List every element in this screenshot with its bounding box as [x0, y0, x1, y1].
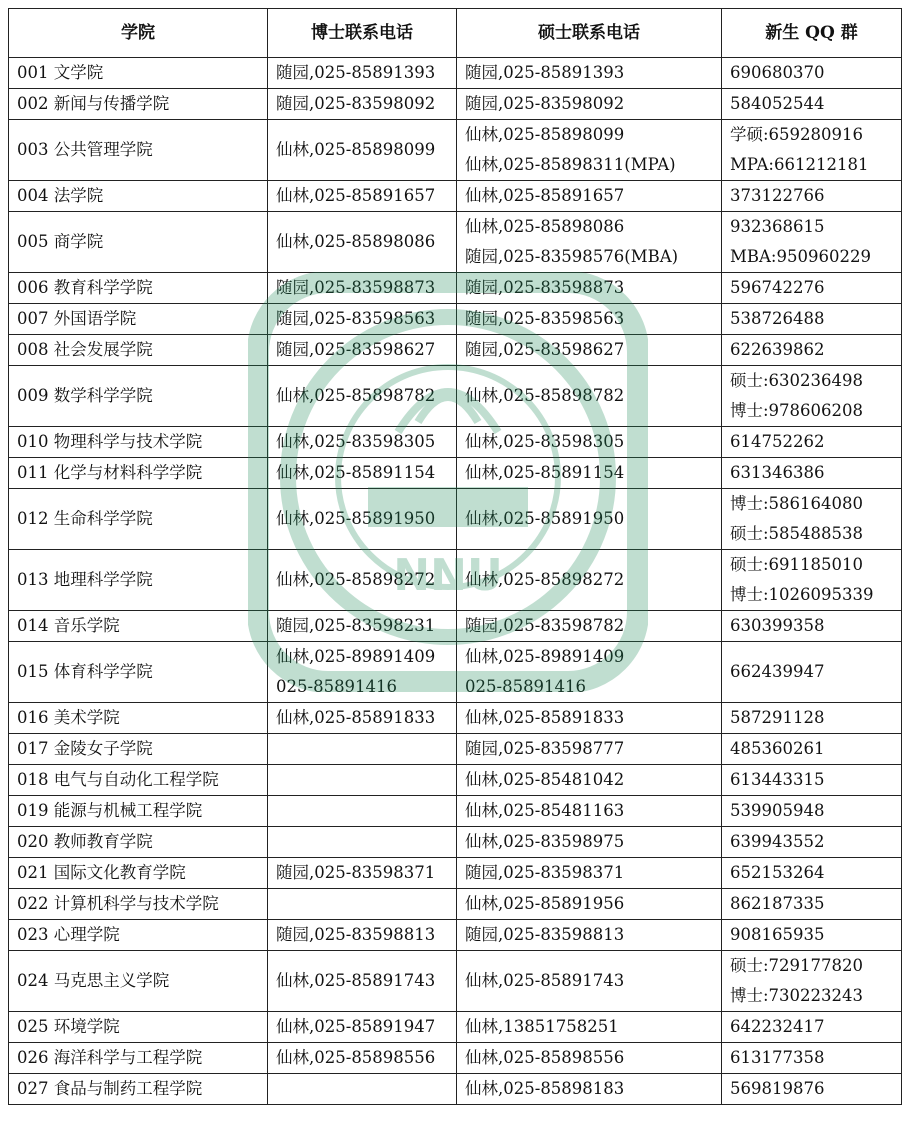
cell-phd-phone-line: 仙林,025-85891950 [276, 509, 436, 528]
table-row [9, 765, 902, 796]
cell-master-phone [457, 858, 722, 889]
cell-phd-phone [268, 611, 457, 642]
cell-qq-group-line: 373122766 [730, 186, 825, 205]
cell-qq-group [722, 427, 902, 458]
cell-phd-phone [268, 181, 457, 212]
table-row [9, 89, 902, 120]
header-row [9, 9, 902, 58]
cell-phd-phone [268, 366, 457, 427]
cell-phd-phone [268, 58, 457, 89]
cell-master-phone-line: 仙林,025-85891743 [465, 971, 625, 990]
table-row [9, 58, 902, 89]
cell-college: 006 教育科学学院 [9, 273, 268, 304]
cell-master-phone-line: 仙林,025-85898782 [465, 386, 625, 405]
cell-college: 011 化学与材料科学学院 [9, 458, 268, 489]
cell-qq-group [722, 642, 902, 703]
cell-phd-phone-line: 随园,025-83598627 [276, 340, 436, 359]
cell-qq-group [722, 335, 902, 366]
cell-phd-phone-line: 随园,025-83598873 [276, 278, 436, 297]
cell-master-phone [457, 550, 722, 611]
cell-college: 007 外国语学院 [9, 304, 268, 335]
cell-phd-phone-line: 仙林,025-85891947 [276, 1017, 436, 1036]
cell-college: 018 电气与自动化工程学院 [9, 765, 268, 796]
cell-phd-phone [268, 1074, 457, 1105]
cell-qq-group [722, 120, 902, 181]
cell-qq-group-line: 622639862 [730, 340, 825, 359]
cell-phd-phone [268, 304, 457, 335]
cell-master-phone-line: 仙林,025-85891657 [465, 186, 625, 205]
cell-qq-group-line: 硕士:585488538 [730, 524, 864, 543]
cell-qq-group [722, 89, 902, 120]
cell-college: 001 文学院 [9, 58, 268, 89]
cell-qq-group-line: 硕士:691185010 [730, 555, 864, 574]
header-master-phone: 硕士联系电话 [457, 9, 722, 58]
cell-qq-group [722, 765, 902, 796]
cell-master-phone-line: 随园,025-83598782 [465, 616, 625, 635]
table-row [9, 1074, 902, 1105]
table-row [9, 920, 902, 951]
table-body [9, 58, 902, 1105]
cell-qq-group [722, 1043, 902, 1074]
cell-college: 009 数学科学学院 [9, 366, 268, 427]
table-row [9, 212, 902, 273]
cell-master-phone [457, 58, 722, 89]
cell-qq-group-line: 博士:730223243 [730, 986, 864, 1005]
cell-master-phone [457, 611, 722, 642]
cell-qq-group-line: 596742276 [730, 278, 825, 297]
cell-phd-phone-line: 025-85891416 [276, 677, 398, 696]
table-row [9, 458, 902, 489]
cell-qq-group-line: MPA:661212181 [730, 155, 869, 174]
cell-qq-group [722, 827, 902, 858]
cell-phd-phone [268, 335, 457, 366]
cell-qq-group [722, 1012, 902, 1043]
table-row [9, 611, 902, 642]
cell-phd-phone-line: 仙林,025-85898272 [276, 570, 436, 589]
cell-college: 012 生命科学学院 [9, 489, 268, 550]
cell-qq-group-line: 639943552 [730, 832, 825, 851]
cell-master-phone [457, 366, 722, 427]
cell-qq-group [722, 489, 902, 550]
cell-master-phone [457, 796, 722, 827]
cell-qq-group-line: 485360261 [730, 739, 825, 758]
cell-phd-phone [268, 796, 457, 827]
cell-master-phone [457, 827, 722, 858]
cell-master-phone [457, 489, 722, 550]
cell-qq-group-line: 硕士:630236498 [730, 371, 864, 390]
cell-qq-group-line: 博士:978606208 [730, 401, 864, 420]
cell-master-phone-line: 仙林,025-85891950 [465, 509, 625, 528]
cell-master-phone-line: 仙林,025-85891956 [465, 894, 625, 913]
cell-college: 024 马克思主义学院 [9, 951, 268, 1012]
cell-college: 002 新闻与传播学院 [9, 89, 268, 120]
table-row [9, 304, 902, 335]
cell-master-phone-line: 随园,025-83598563 [465, 309, 625, 328]
cell-master-phone-line: 仙林,13851758251 [465, 1017, 619, 1036]
watermark-text: NNU [393, 550, 503, 601]
cell-college: 022 计算机科学与技术学院 [9, 889, 268, 920]
table-row [9, 889, 902, 920]
table-row [9, 951, 902, 1012]
cell-master-phone-line: 仙林,025-85898311(MPA) [465, 155, 676, 174]
cell-master-phone-line: 随园,025-83598371 [465, 863, 625, 882]
cell-qq-group [722, 273, 902, 304]
cell-qq-group [722, 920, 902, 951]
header-qq-group: 新生 QQ 群 [722, 9, 902, 58]
cell-phd-phone-line: 仙林,025-85898782 [276, 386, 436, 405]
table-row [9, 1043, 902, 1074]
header-phd-phone: 博士联系电话 [268, 9, 457, 58]
cell-college: 015 体育科学学院 [9, 642, 268, 703]
cell-master-phone-line: 仙林,025-85898272 [465, 570, 625, 589]
cell-qq-group-line: 博士:586164080 [730, 494, 864, 513]
cell-phd-phone-line: 仙林,025-85891657 [276, 186, 436, 205]
cell-master-phone [457, 89, 722, 120]
cell-qq-group [722, 734, 902, 765]
cell-master-phone-line: 仙林,025-85481163 [465, 801, 625, 820]
cell-phd-phone [268, 212, 457, 273]
table-row [9, 489, 902, 550]
cell-qq-group [722, 889, 902, 920]
cell-phd-phone-line: 仙林,025-85891743 [276, 971, 436, 990]
cell-master-phone [457, 427, 722, 458]
cell-college: 010 物理科学与技术学院 [9, 427, 268, 458]
cell-master-phone [457, 734, 722, 765]
table-row [9, 181, 902, 212]
cell-master-phone [457, 642, 722, 703]
cell-qq-group [722, 1074, 902, 1105]
cell-phd-phone-line: 仙林,025-85891154 [276, 463, 436, 482]
cell-qq-group [722, 858, 902, 889]
cell-college: 017 金陵女子学院 [9, 734, 268, 765]
cell-qq-group-line: 932368615 [730, 217, 825, 236]
cell-college: 020 教师教育学院 [9, 827, 268, 858]
cell-college: 004 法学院 [9, 181, 268, 212]
cell-qq-group [722, 550, 902, 611]
cell-phd-phone [268, 858, 457, 889]
cell-phd-phone-line: 随园,025-83598371 [276, 863, 436, 882]
cell-phd-phone-line: 仙林,025-85898086 [276, 232, 436, 251]
cell-master-phone [457, 889, 722, 920]
cell-qq-group [722, 366, 902, 427]
cell-master-phone [457, 273, 722, 304]
cell-master-phone-line: 仙林,025-85898556 [465, 1048, 625, 1067]
cell-qq-group-line: MBA:950960229 [730, 247, 871, 266]
cell-phd-phone [268, 427, 457, 458]
cell-phd-phone-line: 随园,025-83598813 [276, 925, 436, 944]
cell-phd-phone-line: 随园,025-83598092 [276, 94, 436, 113]
cell-master-phone [457, 1012, 722, 1043]
cell-qq-group-line: 662439947 [730, 662, 825, 681]
cell-master-phone [457, 1043, 722, 1074]
cell-phd-phone [268, 1012, 457, 1043]
cell-phd-phone [268, 550, 457, 611]
cell-qq-group-line: 博士:1026095339 [730, 585, 874, 604]
cell-master-phone [457, 212, 722, 273]
cell-master-phone-line: 仙林,025-85898183 [465, 1079, 625, 1098]
cell-phd-phone [268, 920, 457, 951]
table-row [9, 273, 902, 304]
cell-phd-phone [268, 458, 457, 489]
table-row [9, 703, 902, 734]
cell-master-phone-line: 随园,025-85891393 [465, 63, 625, 82]
cell-phd-phone-line: 随园,025-83598231 [276, 616, 436, 635]
cell-qq-group-line: 642232417 [730, 1017, 825, 1036]
cell-college: 005 商学院 [9, 212, 268, 273]
cell-phd-phone [268, 89, 457, 120]
cell-college: 019 能源与机械工程学院 [9, 796, 268, 827]
cell-qq-group-line: 539905948 [730, 801, 825, 820]
cell-qq-group-line: 613443315 [730, 770, 825, 789]
cell-master-phone [457, 1074, 722, 1105]
cell-master-phone [457, 703, 722, 734]
cell-master-phone [457, 304, 722, 335]
cell-qq-group-line: 652153264 [730, 863, 825, 882]
contact-table-wrapper [8, 8, 901, 1105]
cell-master-phone-line: 随园,025-83598627 [465, 340, 625, 359]
cell-master-phone [457, 920, 722, 951]
cell-qq-group [722, 58, 902, 89]
cell-qq-group-line: 630399358 [730, 616, 825, 635]
cell-qq-group-line: 690680370 [730, 63, 825, 82]
cell-college: 026 海洋科学与工程学院 [9, 1043, 268, 1074]
cell-phd-phone [268, 642, 457, 703]
cell-phd-phone [268, 734, 457, 765]
cell-qq-group [722, 212, 902, 273]
cell-master-phone-line: 仙林,025-85481042 [465, 770, 625, 789]
cell-phd-phone-line: 仙林,025-83598305 [276, 432, 436, 451]
cell-phd-phone-line: 随园,025-85891393 [276, 63, 436, 82]
cell-phd-phone [268, 1043, 457, 1074]
cell-college: 014 音乐学院 [9, 611, 268, 642]
cell-phd-phone [268, 889, 457, 920]
cell-qq-group-line: 584052544 [730, 94, 825, 113]
table-row [9, 550, 902, 611]
cell-phd-phone [268, 273, 457, 304]
cell-qq-group-line: 学硕:659280916 [730, 125, 864, 144]
cell-qq-group-line: 613177358 [730, 1048, 825, 1067]
cell-qq-group-line: 硕士:729177820 [730, 956, 864, 975]
cell-college: 003 公共管理学院 [9, 120, 268, 181]
cell-qq-group-line: 908165935 [730, 925, 825, 944]
cell-college: 013 地理科学学院 [9, 550, 268, 611]
cell-master-phone-line: 025-85891416 [465, 677, 587, 696]
cell-qq-group [722, 304, 902, 335]
cell-qq-group [722, 951, 902, 1012]
table-row [9, 1012, 902, 1043]
table-row [9, 335, 902, 366]
cell-qq-group [722, 611, 902, 642]
cell-phd-phone [268, 489, 457, 550]
cell-phd-phone [268, 765, 457, 796]
table-row [9, 120, 902, 181]
table-row [9, 827, 902, 858]
cell-phd-phone [268, 703, 457, 734]
cell-master-phone-line: 随园,025-83598576(MBA) [465, 247, 679, 266]
table-row [9, 734, 902, 765]
cell-master-phone-line: 仙林,025-85891154 [465, 463, 625, 482]
cell-college: 021 国际文化教育学院 [9, 858, 268, 889]
cell-phd-phone [268, 951, 457, 1012]
contact-table [8, 8, 902, 1105]
cell-qq-group-line: 614752262 [730, 432, 825, 451]
cell-phd-phone-line: 仙林,025-85898099 [276, 140, 436, 159]
cell-master-phone-line: 仙林,025-85898086 [465, 217, 625, 236]
cell-master-phone-line: 随园,025-83598813 [465, 925, 625, 944]
table-row [9, 427, 902, 458]
cell-master-phone-line: 仙林,025-85898099 [465, 125, 625, 144]
cell-qq-group [722, 703, 902, 734]
table-row [9, 642, 902, 703]
cell-master-phone [457, 951, 722, 1012]
cell-master-phone [457, 120, 722, 181]
cell-phd-phone-line: 随园,025-83598563 [276, 309, 436, 328]
cell-master-phone-line: 随园,025-83598873 [465, 278, 625, 297]
cell-qq-group-line: 862187335 [730, 894, 825, 913]
cell-qq-group [722, 181, 902, 212]
cell-phd-phone-line: 仙林,025-89891409 [276, 647, 436, 666]
cell-college: 016 美术学院 [9, 703, 268, 734]
cell-master-phone-line: 仙林,025-85891833 [465, 708, 625, 727]
cell-master-phone [457, 458, 722, 489]
cell-qq-group [722, 458, 902, 489]
cell-qq-group [722, 796, 902, 827]
cell-master-phone [457, 181, 722, 212]
cell-qq-group-line: 631346386 [730, 463, 825, 482]
cell-phd-phone-line: 仙林,025-85898556 [276, 1048, 436, 1067]
cell-master-phone [457, 765, 722, 796]
cell-phd-phone [268, 120, 457, 181]
table-row [9, 366, 902, 427]
cell-phd-phone-line: 仙林,025-85891833 [276, 708, 436, 727]
cell-college: 023 心理学院 [9, 920, 268, 951]
cell-master-phone-line: 随园,025-83598092 [465, 94, 625, 113]
cell-master-phone-line: 随园,025-83598777 [465, 739, 625, 758]
cell-college: 025 环境学院 [9, 1012, 268, 1043]
table-row [9, 796, 902, 827]
cell-master-phone-line: 仙林,025-83598305 [465, 432, 625, 451]
cell-master-phone-line: 仙林,025-83598975 [465, 832, 625, 851]
cell-master-phone [457, 335, 722, 366]
cell-qq-group-line: 587291128 [730, 708, 825, 727]
cell-qq-group-line: 569819876 [730, 1079, 825, 1098]
cell-college: 008 社会发展学院 [9, 335, 268, 366]
header-college: 学院 [9, 9, 268, 58]
table-row [9, 858, 902, 889]
cell-master-phone-line: 仙林,025-89891409 [465, 647, 625, 666]
cell-qq-group-line: 538726488 [730, 309, 825, 328]
cell-college: 027 食品与制药工程学院 [9, 1074, 268, 1105]
cell-phd-phone [268, 827, 457, 858]
